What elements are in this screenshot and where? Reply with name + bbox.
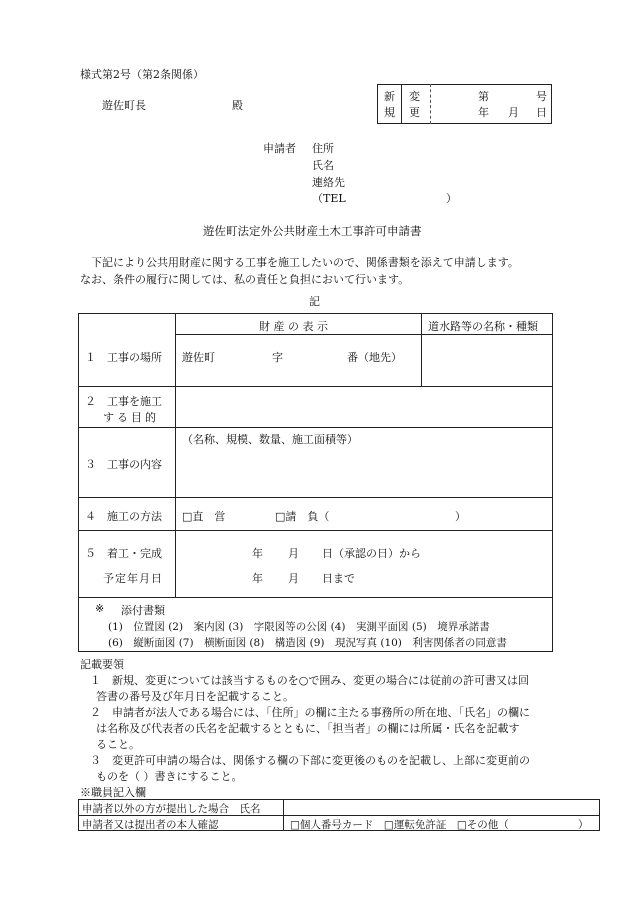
row2-label-2: する目的 <box>103 411 159 424</box>
permit-dai: 第 <box>478 90 489 103</box>
row5-end-day: 日まで <box>322 572 355 585</box>
row3-hint: （名称、規模、数量、施工面積等） <box>182 433 358 446</box>
row5-end-year: 年 <box>252 572 263 585</box>
addressee-name: 遊佐町長 <box>102 99 146 112</box>
row1-label: １ 工事の場所 <box>85 351 162 364</box>
applicant-name-label: 氏名 <box>312 159 334 172</box>
ki-label: 記 <box>309 295 320 308</box>
row2-label-1: ２ 工事を施工 <box>85 395 162 408</box>
staff-row1-label: 申請者以外の方が提出した場合 氏名 <box>82 803 261 815</box>
row4-contract: □請 負（ <box>275 510 330 523</box>
row4-close: ） <box>455 510 466 523</box>
attach-mark: ※ <box>95 602 105 615</box>
permit-day: 日 <box>536 106 547 119</box>
row1-ban: 番（地先） <box>347 351 402 364</box>
row5-label-2: 予定年月日 <box>103 572 163 585</box>
new-label-bottom: 規 <box>384 106 395 119</box>
row5-label-1: ５ 着工・完成 <box>85 547 162 560</box>
header-property: 財 産 の 表 示 <box>259 320 328 333</box>
attach-line-1: (1) 位置図 (2) 案内図 (3) 字限図等の公図 (4) 実測平面図 (5) 境界承諾書 <box>108 621 490 633</box>
staff-row2-options: □個人番号カード □運転免許証 □その他（ <box>290 819 509 831</box>
staff-row2-close: ） <box>578 819 589 831</box>
notes-title: 記載要領 <box>80 658 124 671</box>
applicant-address-label: 住所 <box>312 142 334 155</box>
permit-number-box <box>377 84 552 124</box>
row1-town: 遊佐町 <box>182 351 215 364</box>
addressee-honorific: 殿 <box>232 99 243 112</box>
applicant-contact-label: 連絡先 <box>312 176 345 189</box>
header-waterway: 道水路等の名称・種類 <box>428 320 538 333</box>
note-2b: は名称及び代表者の氏名を記載するとともに、「担当者」の欄には所属・氏名を記載す <box>96 722 520 735</box>
row4-label: ４ 施工の方法 <box>85 510 162 523</box>
permit-year: 年 <box>478 106 489 119</box>
applicant-tel-open: （TEL <box>312 192 346 205</box>
note-1a: １ 新規、変更については該当するものを○で囲み、変更の場合には従前の許可書又は回 <box>90 674 530 687</box>
note-3b: ものを（ ）書きにすること。 <box>96 770 243 783</box>
row4-direct: □直 営 <box>182 510 226 523</box>
row5-end-month: 月 <box>288 572 299 585</box>
document-title: 遊佐町法定外公共財産土木工事許可申請書 <box>203 224 422 238</box>
intro-line-2: なお、条件の履行に関しては、私の責任と負担において行います。 <box>80 273 410 286</box>
attach-line-2: (6) 縦断面図 (7) 横断面図 (8) 構造図 (9) 現況写真 (10) 利害関係者の同意書 <box>108 637 507 649</box>
applicant-tel-close: ） <box>446 192 457 205</box>
change-label-bottom: 更 <box>409 106 420 119</box>
note-1b: 答書の番号及び年月日を記載すること。 <box>96 690 294 703</box>
permit-month: 月 <box>508 106 519 119</box>
note-2c: ること。 <box>96 738 140 751</box>
permit-go: 号 <box>536 90 547 103</box>
staff-row2-label: 申請者又は提出者の本人確認 <box>82 819 219 831</box>
row1-aza: 字 <box>272 351 283 364</box>
staff-title: ※職員記入欄 <box>80 786 146 799</box>
intro-line-1: 下記により公共用財産に関する工事を施工したいので、関係書類を添えて申請します。 <box>91 256 519 269</box>
row3-label: ３ 工事の内容 <box>85 458 162 471</box>
note-3a: ３ 変更許可申請の場合は、関係する欄の下部に変更後のものを記載し、上部に変更前の <box>90 754 530 767</box>
row5-start-day: 日（承認の日）から <box>322 547 421 560</box>
attach-title: 添付書類 <box>121 604 165 617</box>
change-label-top: 変 <box>409 90 420 103</box>
note-2a: ２ 申請者が法人である場合には、「住所」の欄に主たる事務所の所在地、「氏名」の欄に <box>90 706 530 719</box>
new-label-top: 新 <box>384 90 395 103</box>
row5-start-year: 年 <box>252 547 263 560</box>
row5-start-month: 月 <box>288 547 299 560</box>
form-number: 様式第2号（第2条関係） <box>80 68 204 81</box>
applicant-label: 申請者 <box>263 142 296 155</box>
